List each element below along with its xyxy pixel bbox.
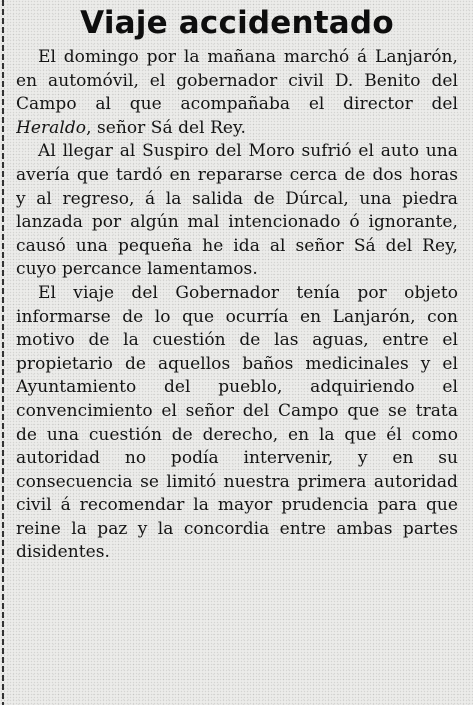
column-rule <box>2 0 4 705</box>
article-paragraph-2 <box>16 140 458 282</box>
news-article <box>16 0 458 705</box>
newspaper-name: Heraldo <box>16 117 87 138</box>
article-paragraph-3 <box>16 282 458 565</box>
article-headline: Viaje accidentado <box>80 5 394 41</box>
paragraph-1-text-end: , señor Sá del Rey. <box>86 117 246 138</box>
paragraph-1-text: El domingo por la mañana marchó á Lanjarón, en automóvil, el gobernador civil D. Benito del Campo al que acompañaba el director del <box>16 47 458 115</box>
paragraph-3-text: El viaje del Gobernador tenía por objeto informarse de lo que ocurría en Lanjarón, con motivo de la cuestión de las aguas, entre el propietario de aquellos baños medicinales y el Ayuntamiento del pueblo, adquiriendo el convencimiento el señor del Campo que se trata de una cuestión de derecho, en la que él como autoridad no podía intervenir, y en su consecuencia se limitó nuestra primera autoridad civil á recomendar la mayor prudencia para que reine la paz y la concordia entre ambas partes disidentes. <box>16 282 458 563</box>
paragraph-2-text: Al llegar al Suspiro del Moro sufrió el auto una avería que tardó en repararse cerca de dos horas y al regreso, á la salida de Dúrcal, una piedra lanzada por algún mal intencionado ó ignorante, causó una pequeña he ida al señor Sá del Rey, cuyo percance lamentamos. <box>16 141 458 280</box>
article-paragraph-1 <box>16 46 458 140</box>
